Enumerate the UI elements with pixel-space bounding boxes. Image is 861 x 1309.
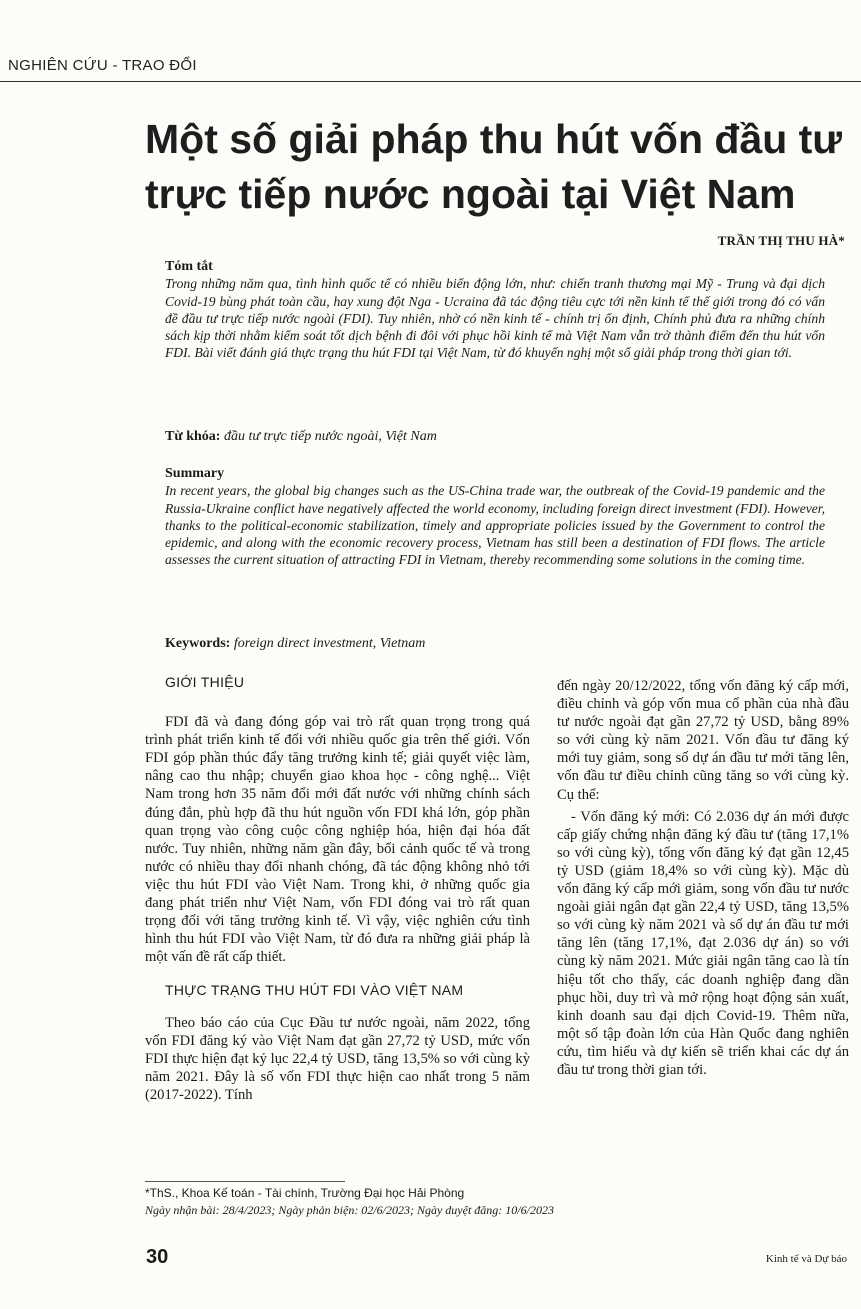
article-title: [145, 112, 845, 222]
intro-paragraph: FDI đã và đang đóng góp vai trò rất quan trọng trong quá trình phát triển kinh tế đối với nhiều quốc gia trên thế giới. Vốn FDI góp phần thúc đẩy tăng trưởng kinh tế; giải quyết việc làm, nâng cao thu nhập; chuyển giao khoa học - công nghệ... Việt Nam trong hơn 35 năm đổi mới đất nước với những chính sách đúng đắn, phù hợp đã thu hút nguồn vốn FDI khá lớn, góp phần quan trọng vào công cuộc công nghiệp hóa, hiện đại hóa đất nước. Tuy nhiên, những năm gần đây, bối cảnh quốc tế và trong nước có nhiều thay đổi nhanh chóng, đã tác động không nhỏ tới việc thu hút FDI vào Việt Nam. Trong khi, ở những quốc gia đang phát triển như Việt Nam, vốn FDI đóng vai trò rất quan trọng đối với tăng trưởng kinh tế. Vì vậy, việc nghiên cứu tình hình thu hút FDI vào Việt Nam, từ đó đưa ra những giải pháp là một vấn đề rất cấp thiết.: [145, 714, 530, 966]
intro-heading: GIỚI THIỆU: [165, 674, 245, 690]
keywords-en-text: foreign direct investment, Vietnam: [233, 636, 426, 651]
section-label: NGHIÊN CỨU - TRAO ĐỔI: [8, 57, 197, 74]
footnote-affiliation: *ThS., Khoa Kế toán - Tài chính, Trường Đại học Hải Phòng: [145, 1186, 465, 1200]
right-paragraph-2: - Vốn đăng ký mới: Có 2.036 dự án mới được cấp giấy chứng nhận đăng ký đầu tư (tăng 17,1% so với cùng kỳ), tổng vốn đăng ký đạt gần 12,45 tỷ USD (giảm 18,4% so với cùng kỳ). Mặc dù vốn đăng ký cấp mới giảm, song vốn đầu tư nước ngoài giải ngân đạt gần 22,4 tỷ USD, tăng 13,5% so với cùng kỳ năm 2021 và số dự án đầu tư mới tăng lên (tăng 17,1%, đạt 2.036 dự án) so với cùng kỳ năm 2021. Mức giải ngân tăng cao là tín hiệu tốt cho thấy, các doanh nghiệp đang dần phục hồi, duy trì và mở rộng hoạt động sản xuất, kinh doanh sau đại dịch Covid-19. Thêm nữa, một số tập đoàn lớn của Hàn Quốc đang nghiên cứu, tìm hiểu và dự kiến sẽ triển khai các dự án đầu tư trong thời gian tới.: [557, 808, 849, 1078]
abstract-en-heading: Summary: [165, 466, 225, 481]
abstract-en: [165, 465, 825, 569]
keywords-vi-text: đầu tư trực tiếp nước ngoài, Việt Nam: [223, 429, 437, 444]
keywords-en-label: Keywords:: [165, 636, 231, 651]
keywords-vi: [165, 429, 825, 445]
status-heading: THỰC TRẠNG THU HÚT FDI VÀO VIỆT NAM: [165, 982, 464, 999]
right-column: [557, 677, 849, 1079]
title-line-1: Một số giải pháp thu hút vốn đầu tư: [145, 116, 842, 162]
journal-name: Kinh tế và Dự báo: [765, 1253, 847, 1265]
right-paragraph-1: đến ngày 20/12/2022, tổng vốn đăng ký cấp mới, điều chỉnh và góp vốn mua cổ phần của nhà đầu tư nước ngoài đạt gần 27,72 tỷ USD, bằng 89% so với cùng kỳ năm 2021. Vốn đầu tư đăng ký mới tuy giảm, song số dự án đầu tư mới tăng lên, vốn đầu tư điều chỉnh cũng tăng so với cùng kỳ. Cụ thể:: [557, 678, 849, 803]
title-line-2: trực tiếp nước ngoài tại Việt Nam: [145, 171, 796, 217]
abstract-vi: [165, 258, 825, 362]
footnote-dates: Ngày nhận bài: 28/4/2023; Ngày phản biện: 02/6/2023; Ngày duyệt đăng: 10/6/2023: [145, 1203, 554, 1217]
abstract-en-text: In recent years, the global big changes such as the US-China trade war, the outbreak of the Covid-19 pandemic and the Russia-Ukraine conflict have negatively affected the world economy, including foreign direct investment (FDI). However, thanks to the political-economic stabilization, timely and appropriate policies issued by the Government to control the epidemic, and along with the economic recovery process, Vietnam has still been a destination of FDI flows. The article assesses the current situation of attracting FDI in Vietnam, thereby recommending some solutions in the coming time.: [165, 483, 825, 568]
abstract-vi-heading: Tóm tắt: [165, 259, 213, 274]
footnote-divider: [145, 1181, 345, 1182]
left-column: [145, 673, 530, 1104]
page-number: 30: [146, 1246, 169, 1268]
author-name: TRẦN THỊ THU HÀ*: [717, 233, 845, 248]
keywords-vi-label: Từ khóa:: [165, 429, 221, 444]
keywords-en: [165, 636, 825, 652]
abstract-vi-text: Trong những năm qua, tình hình quốc tế có nhiều biến động lớn, như: chiến tranh thương mại Mỹ - Trung và đại dịch Covid-19 bùng phát toàn cầu, hay xung đột Nga - Ucraina đã tác động tiêu cực tới nền kinh tế thế giới trong đó có vấn đề đầu tư trực tiếp nước ngoài (FDI). Tuy nhiên, nhờ có nền kinh tế - chính trị ổn định, Chính phủ đưa ra những chính sách kịp thời nhằm kiểm soát tốt dịch bệnh đi đôi với phục hồi kinh tế mà Việt Nam vẫn trở thành điểm đến thu hút vốn FDI. Bài viết đánh giá thực trạng thu hút FDI tại Việt Nam, từ đó khuyến nghị một số giải pháp trong thời gian tới.: [165, 276, 825, 361]
header-divider: [0, 81, 861, 82]
footnote: [145, 1185, 745, 1219]
status-paragraph: Theo báo cáo của Cục Đầu tư nước ngoài, năm 2022, tổng vốn FDI đăng ký vào Việt Nam đạt gần 27,72 tỷ USD, mức vốn FDI thực hiện đạt kỷ lục 22,4 tỷ USD, tăng 13,5% so với cùng kỳ năm 2021. Đây là số vốn FDI thực hiện cao nhất trong 5 năm (2017-2022). Tính: [145, 1014, 530, 1103]
